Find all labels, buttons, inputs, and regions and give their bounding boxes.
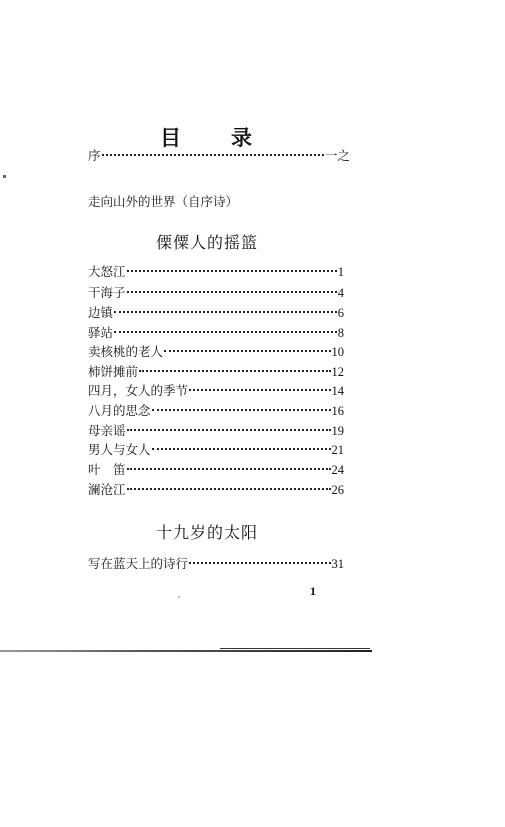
entry-page: 一之 <box>324 148 350 163</box>
entry-label: 卖核桃的老人 <box>88 344 164 359</box>
entry-label: 八月的思念 <box>88 403 151 418</box>
leader-dots <box>189 389 330 391</box>
toc-entry <box>88 556 344 572</box>
entry-label: 澜沧江 <box>88 482 126 497</box>
toc-entry <box>88 383 344 399</box>
toc-entry <box>88 264 344 280</box>
toc-entry <box>88 344 344 360</box>
leader-dots <box>114 311 337 313</box>
leader-dots <box>127 488 331 490</box>
section-heading-1: 傈僳人的摇篮 <box>156 233 259 252</box>
entry-label: 干海子 <box>88 285 126 300</box>
entry-label: 边镇 <box>88 305 114 320</box>
leader-dots <box>152 409 331 411</box>
entry-page: 6 <box>337 306 344 320</box>
leader-dots <box>127 270 337 272</box>
page-edge-rule-dark <box>220 648 370 649</box>
entry-page: 16 <box>331 404 344 418</box>
page-number: 1 <box>310 584 316 598</box>
entry-page: 8 <box>337 326 344 340</box>
leader-dots <box>127 291 337 293</box>
leader-dots <box>127 429 331 431</box>
entry-page: 19 <box>331 424 344 438</box>
entry-page: 24 <box>331 463 344 477</box>
leader-dots <box>127 468 331 470</box>
entry-label: 男人与女人 <box>88 442 151 457</box>
entry-page: 12 <box>331 365 344 379</box>
title-char-1: 目 <box>160 125 181 150</box>
entry-page: 4 <box>337 286 344 300</box>
toc-entry <box>88 482 344 498</box>
entry-label: 大怒江 <box>88 264 126 279</box>
toc-entry <box>88 462 344 478</box>
toc-entry <box>88 442 344 458</box>
leader-dots <box>152 448 331 450</box>
toc-entry <box>88 305 344 321</box>
leader-dots <box>102 154 324 156</box>
entry-label: 叶 笛 <box>88 462 126 477</box>
paper-speck <box>178 596 180 598</box>
entry-label: 四月，女人的季节 <box>88 383 189 398</box>
toc-entry <box>88 364 344 380</box>
entry-page: 21 <box>331 443 344 457</box>
toc-entry <box>88 423 344 439</box>
entry-label: 写在蓝天上的诗行 <box>88 556 189 571</box>
entry-page: 10 <box>331 345 344 359</box>
leader-dots <box>164 350 330 352</box>
entry-page: 26 <box>331 483 344 497</box>
page-edge-rule <box>0 650 372 652</box>
entry-label: 母亲谣 <box>88 423 126 438</box>
entry-label: 序 <box>88 148 101 163</box>
entry-page: 14 <box>331 384 344 398</box>
toc-entry <box>88 325 344 341</box>
title-char-2: 录 <box>231 125 252 150</box>
toc-entry <box>88 285 344 301</box>
entry-page: 31 <box>331 557 344 571</box>
margin-mark <box>3 175 6 178</box>
toc-entry <box>88 403 344 419</box>
entry-label: 驿站 <box>88 325 114 340</box>
entry-page: 1 <box>337 265 344 279</box>
entry-label: 柿饼摊前 <box>88 364 139 379</box>
section-heading-2: 十九岁的太阳 <box>156 523 259 542</box>
leader-dots <box>189 562 330 564</box>
toc-entry-preface <box>88 148 350 164</box>
leader-dots <box>114 331 337 333</box>
leader-dots <box>139 370 330 372</box>
toc-entry-preface-poem: 走向山外的世界（自序诗） <box>88 194 239 209</box>
